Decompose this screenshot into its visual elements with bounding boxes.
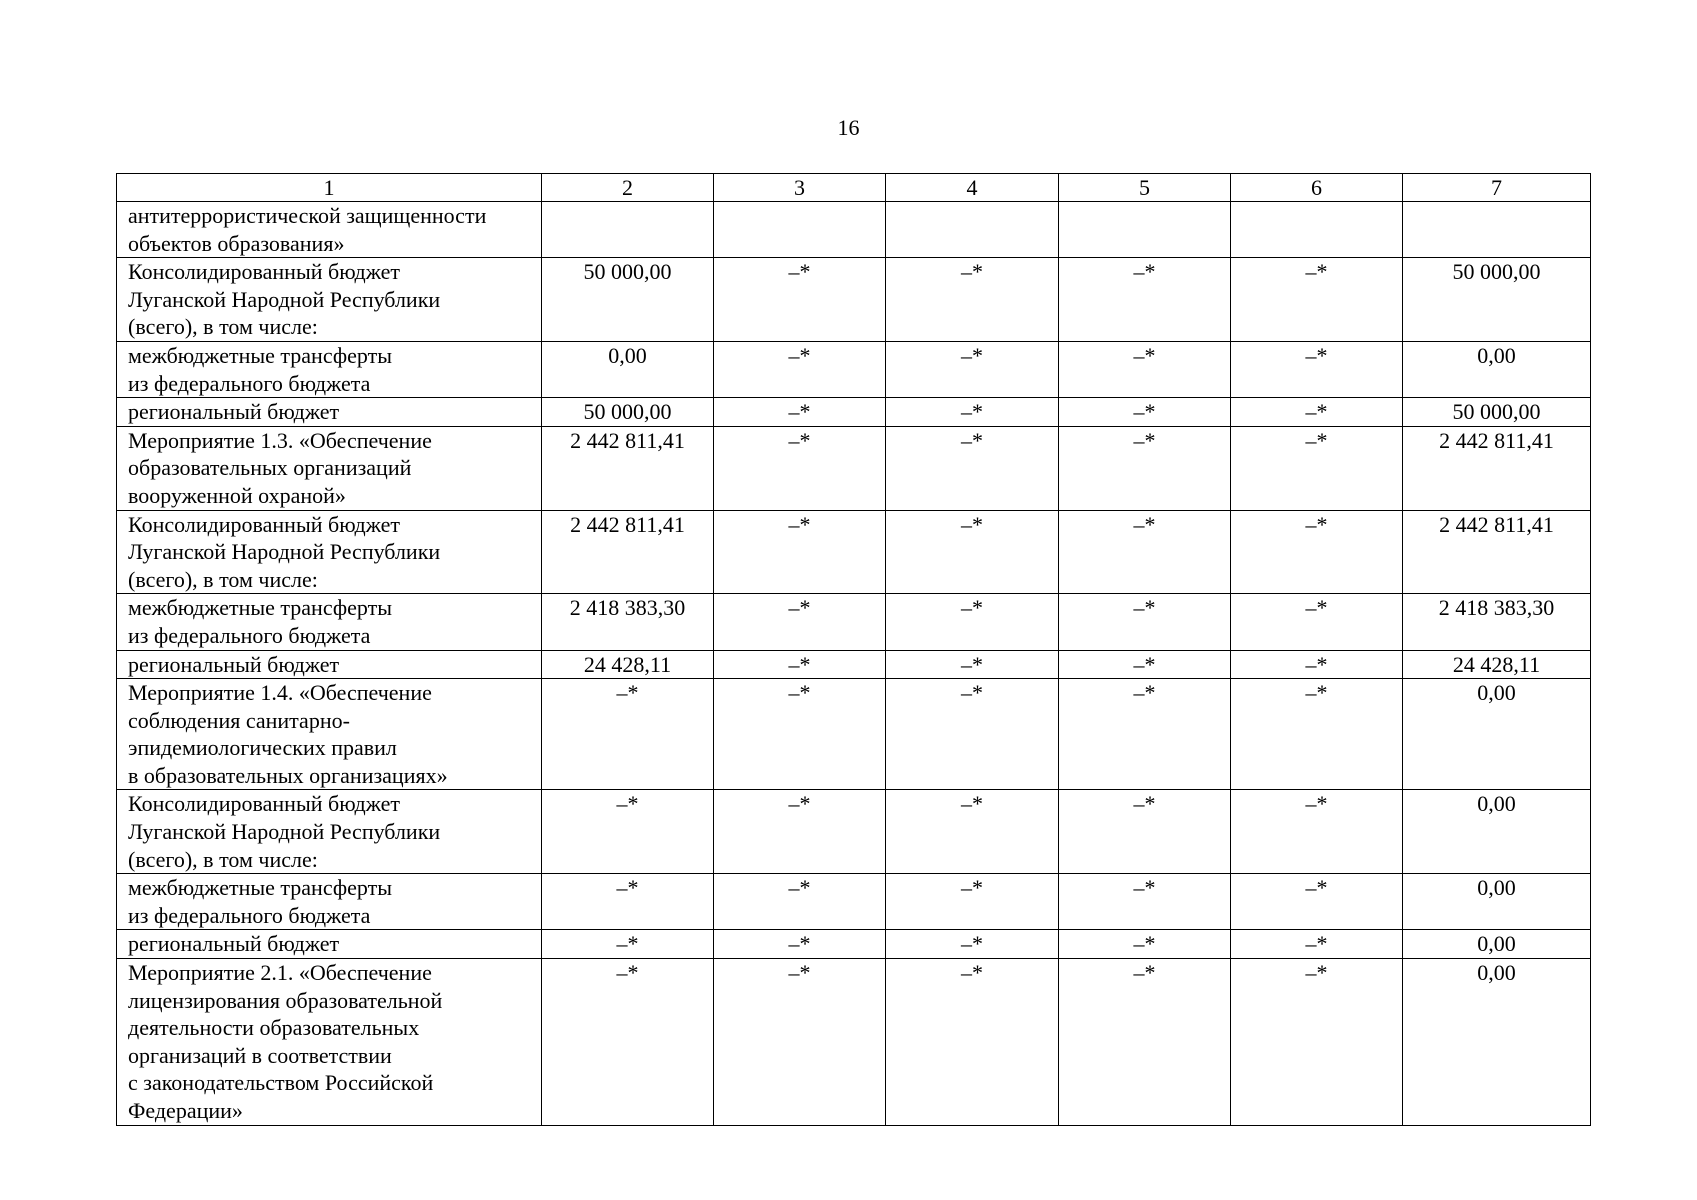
- table-cell-value: –*: [1059, 790, 1231, 874]
- table-cell-value: –*: [886, 650, 1059, 679]
- table-row: [117, 398, 1591, 427]
- table-cell-value: –*: [1059, 930, 1231, 959]
- table-cell-value: 2 418 383,30: [1403, 594, 1591, 650]
- table-cell-value: [1231, 202, 1403, 258]
- table-cell-value: –*: [886, 594, 1059, 650]
- table-cell-value: [886, 202, 1059, 258]
- table-cell-value: 50 000,00: [1403, 258, 1591, 342]
- table-cell-value: –*: [1231, 594, 1403, 650]
- table-cell-value: –*: [886, 959, 1059, 1126]
- table-cell-value: –*: [1059, 258, 1231, 342]
- row-label: региональный бюджет: [117, 650, 542, 679]
- table-cell-value: –*: [714, 930, 886, 959]
- table-cell-value: 0,00: [1403, 959, 1591, 1126]
- table-cell-value: –*: [1059, 650, 1231, 679]
- table-cell-value: –*: [1231, 679, 1403, 790]
- table-header-row: [117, 174, 1591, 202]
- table-cell-value: –*: [542, 930, 714, 959]
- table-cell-value: –*: [886, 510, 1059, 594]
- column-header: 1: [117, 174, 542, 202]
- table-cell-value: [1059, 202, 1231, 258]
- table-cell-value: –*: [1059, 959, 1231, 1126]
- column-header: 3: [714, 174, 886, 202]
- row-label: Мероприятие 1.3. «Обеспечение образовательных организаций вооруженной охраной»: [117, 426, 542, 510]
- table-cell-value: –*: [886, 679, 1059, 790]
- table-cell-value: –*: [714, 510, 886, 594]
- column-header: 5: [1059, 174, 1231, 202]
- table-cell-value: –*: [714, 959, 886, 1126]
- table-row: [117, 510, 1591, 594]
- table-cell-value: –*: [714, 650, 886, 679]
- table-cell-value: –*: [886, 398, 1059, 427]
- table-cell-value: –*: [714, 874, 886, 930]
- table-cell-value: –*: [1231, 790, 1403, 874]
- table-cell-value: –*: [1059, 679, 1231, 790]
- row-label: межбюджетные трансферты из федерального бюджета: [117, 594, 542, 650]
- table-cell-value: –*: [1059, 341, 1231, 397]
- table-cell-value: 0,00: [1403, 874, 1591, 930]
- row-label: межбюджетные трансферты из федерального бюджета: [117, 874, 542, 930]
- table-cell-value: [542, 202, 714, 258]
- table-row: [117, 426, 1591, 510]
- table-row: [117, 341, 1591, 397]
- table-cell-value: –*: [542, 679, 714, 790]
- table-cell-value: 50 000,00: [542, 258, 714, 342]
- table-cell-value: –*: [714, 426, 886, 510]
- row-label: региональный бюджет: [117, 398, 542, 427]
- table-cell-value: –*: [714, 594, 886, 650]
- table-cell-value: –*: [1231, 426, 1403, 510]
- table-cell-value: –*: [886, 790, 1059, 874]
- table-cell-value: –*: [1231, 959, 1403, 1126]
- table-cell-value: 0,00: [1403, 679, 1591, 790]
- table-cell-value: –*: [714, 258, 886, 342]
- column-header: 2: [542, 174, 714, 202]
- table-cell-value: –*: [886, 341, 1059, 397]
- table-cell-value: [714, 202, 886, 258]
- table-cell-value: –*: [1059, 510, 1231, 594]
- table-cell-value: [1403, 202, 1591, 258]
- table-cell-value: –*: [1231, 650, 1403, 679]
- table-cell-value: 2 442 811,41: [1403, 426, 1591, 510]
- table-cell-value: –*: [886, 258, 1059, 342]
- table-cell-value: 50 000,00: [542, 398, 714, 427]
- column-header: 6: [1231, 174, 1403, 202]
- row-label: Консолидированный бюджет Луганской Народной Республики (всего), в том числе:: [117, 790, 542, 874]
- table-row: [117, 874, 1591, 930]
- table-row: [117, 650, 1591, 679]
- table-cell-value: –*: [1231, 510, 1403, 594]
- row-label: региональный бюджет: [117, 930, 542, 959]
- table-cell-value: –*: [886, 426, 1059, 510]
- table-cell-value: –*: [886, 874, 1059, 930]
- table-row: [117, 790, 1591, 874]
- table-cell-value: 24 428,11: [1403, 650, 1591, 679]
- table-cell-value: –*: [886, 930, 1059, 959]
- table-cell-value: –*: [542, 790, 714, 874]
- table-cell-value: 0,00: [1403, 930, 1591, 959]
- row-label: межбюджетные трансферты из федерального бюджета: [117, 341, 542, 397]
- table-cell-value: 50 000,00: [1403, 398, 1591, 427]
- table-cell-value: 2 442 811,41: [542, 510, 714, 594]
- table-cell-value: –*: [1231, 930, 1403, 959]
- table-cell-value: –*: [1059, 426, 1231, 510]
- table-cell-value: 0,00: [1403, 790, 1591, 874]
- table-cell-value: 2 442 811,41: [1403, 510, 1591, 594]
- table-cell-value: –*: [1231, 258, 1403, 342]
- table-cell-value: 0,00: [542, 341, 714, 397]
- table-row: [117, 679, 1591, 790]
- row-label: Мероприятие 1.4. «Обеспечение соблюдения санитарно- эпидемиологических правил в образовательных организациях»: [117, 679, 542, 790]
- table-row: [117, 594, 1591, 650]
- table-cell-value: 0,00: [1403, 341, 1591, 397]
- column-header: 7: [1403, 174, 1591, 202]
- table-cell-value: –*: [542, 959, 714, 1126]
- table-cell-value: 2 442 811,41: [542, 426, 714, 510]
- table-cell-value: –*: [714, 679, 886, 790]
- table-cell-value: –*: [542, 874, 714, 930]
- table-cell-value: –*: [1059, 874, 1231, 930]
- row-label: Консолидированный бюджет Луганской Народной Республики (всего), в том числе:: [117, 258, 542, 342]
- row-label: Мероприятие 2.1. «Обеспечение лицензирования образовательной деятельности образовательных организаций в соответствии с законодательством Российской Федерации»: [117, 959, 542, 1126]
- table-cell-value: –*: [714, 790, 886, 874]
- table-cell-value: –*: [714, 341, 886, 397]
- table-row: [117, 202, 1591, 258]
- table-row: [117, 959, 1591, 1126]
- table-cell-value: –*: [1231, 341, 1403, 397]
- column-header: 4: [886, 174, 1059, 202]
- table-row: [117, 258, 1591, 342]
- table-cell-value: 24 428,11: [542, 650, 714, 679]
- row-label: антитеррористической защищенности объектов образования»: [117, 202, 542, 258]
- budget-table: [116, 173, 1591, 1126]
- table-cell-value: –*: [714, 398, 886, 427]
- table-row: [117, 930, 1591, 959]
- table-cell-value: –*: [1231, 398, 1403, 427]
- table-cell-value: 2 418 383,30: [542, 594, 714, 650]
- row-label: Консолидированный бюджет Луганской Народной Республики (всего), в том числе:: [117, 510, 542, 594]
- table-cell-value: –*: [1059, 398, 1231, 427]
- table-cell-value: –*: [1231, 874, 1403, 930]
- table-cell-value: –*: [1059, 594, 1231, 650]
- table-body: [117, 202, 1591, 1126]
- page-number: 16: [837, 115, 860, 140]
